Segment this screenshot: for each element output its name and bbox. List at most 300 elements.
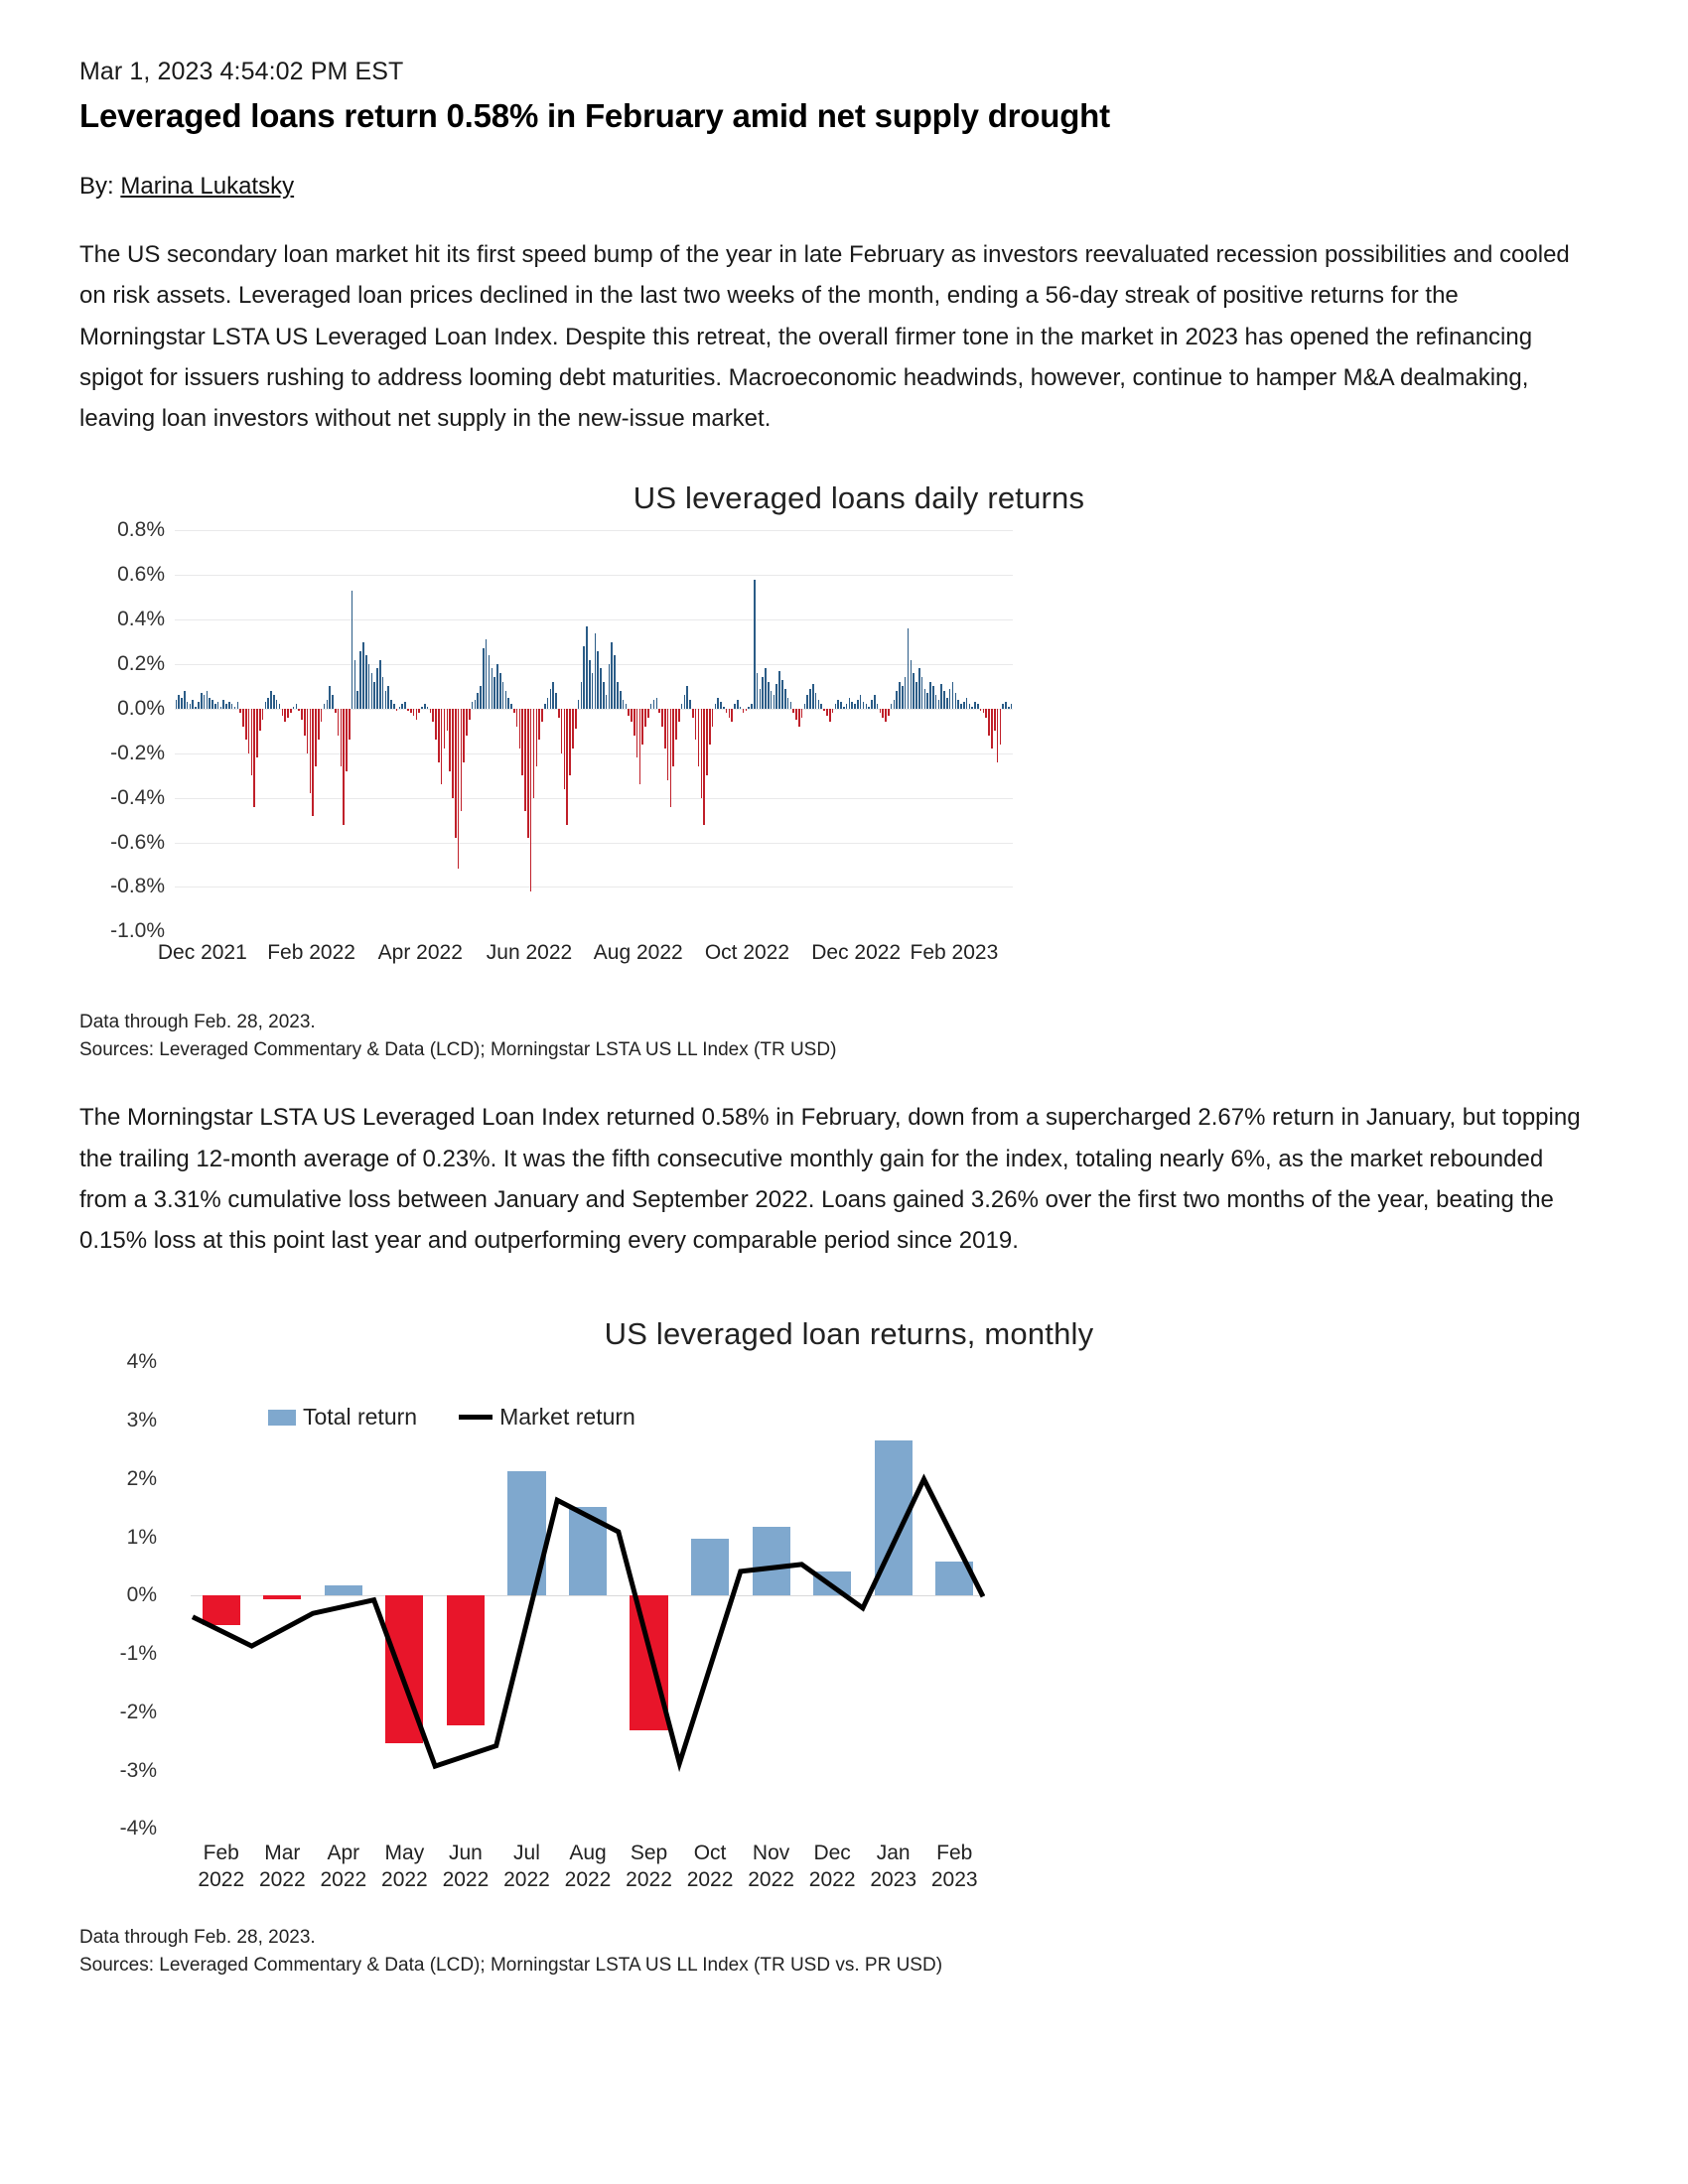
chart1-bar (282, 709, 284, 716)
chart1-bar (237, 702, 239, 709)
chart1-gridline (175, 753, 1013, 754)
chart1-bar (633, 709, 635, 736)
chart2-x-tick-year: 2022 (686, 1868, 734, 1892)
chart2-x-tick (687, 1841, 734, 1894)
chart1-bar (729, 709, 731, 718)
chart1-bar (918, 668, 920, 708)
chart2-x-tick-year: 2022 (503, 1868, 550, 1892)
chart1-source-note (79, 1009, 1609, 1063)
chart2-market-return-line (191, 1362, 985, 1829)
chart2-y-tick: 0% (126, 1583, 157, 1607)
chart1-bar (273, 695, 275, 708)
chart1-y-tick: 0.8% (117, 518, 165, 542)
chart1-bar (555, 693, 557, 709)
chart1-bar (760, 689, 762, 709)
chart1-bar (781, 680, 783, 709)
chart1-bar (399, 707, 401, 709)
chart1-bar (418, 709, 420, 713)
chart2-x-tick-year: 2022 (442, 1868, 490, 1892)
chart1-bar (552, 682, 554, 709)
chart2-x-tick (320, 1841, 366, 1894)
chart1-bar (857, 700, 859, 709)
chart1-bar (653, 700, 655, 709)
chart1-bar (639, 709, 641, 784)
chart1-bar (985, 709, 987, 718)
chart1-bar (290, 709, 292, 713)
chart1-bar (211, 700, 213, 709)
chart1-bar (854, 704, 856, 708)
chart1-bar (267, 698, 269, 709)
chart1-bar (768, 682, 770, 709)
chart1-bar (516, 709, 518, 727)
chart1-bar (784, 689, 786, 709)
chart1-bar (896, 691, 898, 709)
chart1-bar (832, 709, 834, 713)
chart1-bar (929, 682, 931, 709)
chart1-bar (239, 709, 241, 713)
chart1-bar (715, 704, 717, 708)
chart1-bar (564, 709, 566, 789)
chart1-bar (815, 693, 817, 709)
chart2-x-tick-month: Feb (203, 1842, 239, 1865)
chart1-bar (820, 704, 822, 708)
chart1-bar (447, 709, 449, 731)
chart1-bar (209, 698, 211, 709)
chart1-bar (483, 648, 485, 709)
chart2-legend-item (459, 1404, 635, 1431)
chart2-bars (191, 1362, 985, 1829)
chart1-bar (905, 677, 907, 708)
chart1-bar (667, 709, 669, 780)
chart1-bar (354, 660, 356, 709)
chart1-bar (974, 702, 976, 709)
chart1-bar (393, 704, 395, 708)
chart1-bar (368, 664, 370, 709)
chart2-x-tick-month: May (384, 1842, 425, 1865)
chart2-x-tick-month: Nov (752, 1842, 790, 1865)
chart2-y-tick: -3% (119, 1758, 157, 1782)
chart1-bar (315, 709, 317, 766)
chart1-gridline (175, 530, 1013, 531)
chart1-bar (586, 626, 588, 709)
chart1-bar (341, 709, 343, 766)
chart1-bar (589, 660, 591, 709)
chart1-bar (891, 704, 893, 708)
chart1-bar (533, 709, 535, 798)
chart1-bar (874, 695, 876, 708)
chart1-y-tick: -0.8% (110, 875, 165, 898)
chart1-gridline (175, 575, 1013, 576)
chart1-bar (324, 704, 326, 708)
chart2-x-tick (503, 1841, 550, 1894)
chart2-x-tick (198, 1841, 244, 1894)
chart1-bar (804, 704, 806, 708)
chart1-bar (698, 709, 700, 766)
chart1-bar (198, 702, 200, 709)
chart1-bar (435, 709, 437, 740)
chart1-y-tick: -0.2% (110, 741, 165, 764)
chart2-x-tick (259, 1841, 306, 1894)
chart1-bar (695, 709, 697, 740)
chart1-bar (499, 673, 501, 709)
chart1-bar (201, 693, 203, 709)
chart1-bar (737, 700, 739, 709)
chart2-x-tick-year: 2022 (198, 1868, 245, 1892)
chart1-bar (327, 700, 329, 709)
chart1-bar (527, 709, 529, 838)
chart1-bar (493, 677, 495, 708)
chart1-bar (547, 698, 549, 709)
chart1-bar (809, 689, 811, 709)
chart1-bar (489, 655, 491, 709)
chart2-x-tick-month: Feb (936, 1842, 973, 1865)
chart2-x-tick-month: Oct (693, 1842, 727, 1865)
chart1-bar (792, 709, 794, 713)
chart1-data-through: Data through Feb. 28, 2023. (79, 1012, 316, 1033)
chart1-bar (452, 709, 454, 798)
chart2-x-tick (931, 1841, 978, 1894)
chart1-bar (332, 695, 334, 708)
chart1-bar (969, 704, 971, 708)
chart2-y-tick: -2% (119, 1700, 157, 1723)
chart2-x-tick-month: Jun (448, 1842, 483, 1865)
chart1-bar (709, 709, 711, 745)
chart1-bar (242, 709, 244, 727)
chart1-bar (911, 660, 913, 709)
chart2-x-tick (748, 1841, 794, 1894)
chart1-bar (270, 691, 272, 709)
chart1-bar (997, 709, 999, 762)
chart1-bar (938, 700, 940, 709)
chart1-bar (407, 709, 409, 711)
chart1-bar (609, 664, 611, 709)
byline (79, 173, 1609, 201)
chart1-bar (256, 709, 258, 757)
chart1-bar (717, 698, 719, 709)
chart1-bar (228, 702, 230, 709)
chart1-bar (592, 673, 594, 709)
chart1-bar (871, 700, 873, 709)
chart1-bar (176, 700, 178, 709)
chart1-bar (675, 709, 677, 740)
chart1-bar (672, 709, 674, 766)
chart1-bar (387, 686, 389, 708)
article-paragraph-2: The Morningstar LSTA US Leveraged Loan Index returned 0.58% in February, down from a supercharged 2.67% return in January, but topping the trailing 12-month average of 0.23%. It was the fifth consecutive monthly gain for the index, totaling nearly 6%, as the market rebounded from a 3.31% cumulative loss between January and September 2022. Loans gained 3.26% over the first two months of the year, beating the 0.15% loss at this point last year and outperforming every comparable period since 2019. (79, 1104, 1581, 1255)
chart2-x-tick-month: Dec (813, 1842, 851, 1865)
chart1-bar (190, 704, 192, 708)
chart1-bar (765, 668, 767, 708)
chart1-bar (301, 709, 303, 720)
chart1-bar (307, 709, 309, 753)
chart1-bar (195, 707, 197, 709)
chart1-bar (851, 702, 853, 709)
chart2-x-tick-year: 2022 (381, 1868, 428, 1892)
chart1-bar (214, 704, 216, 708)
legend-swatch-square-icon (268, 1410, 296, 1426)
chart1-bar (963, 702, 965, 709)
chart1-y-tick: 0.2% (117, 651, 165, 675)
chart1-bar (980, 709, 982, 711)
chart1-bar (217, 702, 219, 709)
chart1-bar (410, 709, 412, 713)
chart1-bar (413, 709, 415, 716)
chart1-bar (703, 709, 705, 825)
chart1-bar (636, 709, 638, 757)
chart1-bar (614, 655, 616, 709)
chart1-bar (932, 686, 934, 708)
chart1-bar (416, 709, 418, 720)
chart2-title: US leveraged loan returns, monthly (604, 1316, 1094, 1352)
chart1-bar (558, 709, 560, 718)
chart1-bar (298, 709, 300, 711)
chart1-bar (1005, 702, 1007, 709)
chart1-bar (899, 682, 901, 709)
chart1-bar (977, 704, 979, 708)
chart1-bar (550, 689, 552, 709)
chart1-bar (771, 691, 773, 709)
chart2-x-tick-month: Apr (327, 1842, 360, 1865)
chart1-bar (921, 677, 923, 708)
chart2-data-through: Data through Feb. 28, 2023. (79, 1927, 316, 1949)
chart1-bar (349, 709, 351, 740)
chart2-x-tick (381, 1841, 428, 1894)
chart1-bar (204, 695, 206, 708)
chart1-bar (318, 709, 320, 740)
chart1-bar (432, 709, 434, 722)
chart1-x-tick: Dec 2021 (157, 941, 247, 965)
chart1-bar (843, 707, 845, 709)
chart1-bar (373, 682, 375, 709)
chart1-bar (712, 709, 714, 727)
chart1-x-tick: Oct 2022 (704, 941, 790, 965)
chart1-bar (754, 580, 756, 709)
chart1-bar (940, 684, 942, 709)
chart1-bar (631, 709, 633, 722)
chart1-bar (880, 709, 882, 713)
chart1-bar (994, 709, 996, 731)
chart1-bar (868, 707, 870, 709)
chart2-y-tick: 4% (126, 1350, 157, 1374)
chart2-source-note (79, 1924, 1609, 1979)
chart1-bar (746, 709, 748, 711)
chart1-bar (740, 707, 742, 709)
chart1-bar (379, 660, 381, 709)
chart1-bar (774, 695, 775, 708)
chart1-bar (253, 709, 255, 807)
chart1-bar (578, 700, 580, 709)
chart1-bar (983, 709, 985, 713)
chart1-bar (863, 702, 865, 709)
chart1-bar (346, 709, 348, 771)
chart1-bar (915, 682, 917, 709)
chart1-bar (583, 646, 585, 709)
chart1-bar (575, 709, 577, 729)
chart1-bar (684, 695, 686, 708)
chart1-bar (726, 709, 728, 713)
chart1-bar (287, 709, 289, 718)
chart1-gridline (175, 798, 1013, 799)
chart1-bar (823, 709, 825, 711)
chart1-bar (352, 591, 353, 709)
chart1-bar (720, 702, 722, 709)
chart1-bar (566, 709, 568, 825)
chart1-bar (751, 704, 753, 708)
chart1-bar (689, 700, 691, 709)
chart1-bar (424, 704, 426, 708)
chart1-bar (1000, 709, 1002, 745)
chart2-x-tick-month: Aug (569, 1842, 607, 1865)
chart1-bar (641, 709, 643, 745)
chart1-bar (581, 682, 583, 709)
chart1-bar (458, 709, 460, 870)
chart1-bar (343, 709, 345, 825)
chart1-bar (597, 651, 599, 709)
chart1-bar (430, 709, 432, 713)
page-title: Leveraged loans return 0.58% in February amid net supply drought (79, 97, 1110, 134)
chart1-bars (175, 530, 1013, 931)
chart1-bar (908, 628, 910, 709)
legend-swatch-line-icon (459, 1415, 492, 1420)
chart1-bar (541, 709, 543, 722)
chart1-bar (356, 691, 358, 709)
chart1-bar (181, 698, 183, 709)
chart1-bar (296, 704, 298, 708)
chart1-bar (826, 709, 828, 716)
chart2-x-tick-month: Sep (630, 1842, 668, 1865)
chart1-bar (849, 698, 851, 709)
article-timestamp: Mar 1, 2023 4:54:02 PM EST (79, 58, 404, 85)
chart2-x-tick-year: 2022 (748, 1868, 794, 1892)
chart1-bar (390, 700, 392, 709)
chart1-bar (507, 698, 509, 709)
chart1-bar (304, 709, 306, 736)
chart1-x-tick: Aug 2022 (593, 941, 683, 965)
chart1-bar (469, 709, 471, 720)
chart1-bar (991, 709, 993, 749)
chart1-bar (561, 709, 563, 753)
chart1-bar (178, 695, 180, 708)
chart1-bar (475, 700, 477, 709)
chart1-bar (293, 707, 295, 709)
chart1-bar (513, 709, 515, 713)
chart1-bar (778, 671, 780, 709)
chart1-bar (949, 689, 951, 709)
chart1-bar (248, 709, 250, 753)
chart1-bar (957, 700, 959, 709)
chart1-bar (371, 673, 373, 709)
chart1-bar (658, 709, 660, 713)
chart1-bar (259, 709, 261, 731)
chart2-x-tick-month: Jul (513, 1842, 540, 1865)
chart1-bar (617, 682, 619, 709)
chart1-bar (971, 707, 973, 709)
chart1-bar (846, 704, 848, 708)
chart1-title: US leveraged loans daily returns (633, 480, 1085, 516)
chart2-sources: Sources: Leveraged Commentary & Data (LCD); Morningstar LSTA US LL Index (TR USD vs. PR USD) (79, 1955, 943, 1977)
chart1-bar (496, 664, 498, 709)
chart1-bar (382, 677, 384, 708)
chart1-bar (866, 704, 868, 708)
chart1-bar (362, 642, 364, 709)
chart1-bar (706, 709, 708, 775)
chart1-bar (885, 709, 887, 722)
chart1-bar (441, 709, 443, 784)
chart1-bar (404, 702, 406, 709)
chart1-bar (284, 709, 286, 722)
chart1-bar (681, 704, 683, 708)
chart1-bar (798, 709, 800, 727)
chart1-bar (840, 702, 842, 709)
chart1-bar (569, 709, 571, 775)
chart1-bar (530, 709, 532, 891)
chart1-bar (935, 695, 937, 708)
chart1-bar (265, 702, 267, 709)
chart1-bar (338, 709, 340, 736)
chart1-y-tick: 0.4% (117, 608, 165, 631)
chart1-bar (775, 684, 777, 709)
chart2-x-tick-year: 2022 (320, 1868, 367, 1892)
chart1-bar (536, 709, 538, 766)
chart1-bar (502, 682, 504, 709)
chart1-gridline (175, 843, 1013, 844)
chart2-legend-label: Total return (303, 1404, 418, 1431)
chart1-bar (620, 691, 622, 709)
chart1-y-tick: 0.6% (117, 563, 165, 587)
chart1-bar (492, 668, 493, 708)
chart1-x-tick: Feb 2022 (267, 941, 355, 965)
chart1-bar (731, 709, 733, 722)
chart1-bar (860, 695, 862, 708)
chart2-y-tick: 2% (126, 1466, 157, 1490)
chart1-bar (486, 639, 488, 709)
chart1-bar (321, 709, 323, 722)
chart1-bar (396, 709, 398, 711)
author-link[interactable]: Marina Lukatsky (120, 173, 295, 200)
chart1-bar (421, 707, 423, 709)
chart1-bar (521, 709, 523, 775)
chart1-bar (888, 709, 890, 716)
chart1-bar (600, 668, 602, 708)
chart1-bar (829, 709, 831, 722)
chart1-bar (952, 682, 954, 709)
chart1-bar (837, 700, 839, 709)
chart2-y-tick: -4% (119, 1817, 157, 1841)
chart1-bar (359, 651, 361, 709)
chart1-bar (519, 709, 521, 749)
chart1-bar (661, 709, 663, 727)
chart1-x-tick: Apr 2022 (377, 941, 463, 965)
byline-prefix: By: (79, 173, 114, 200)
chart2-plot-area (79, 1350, 1609, 1892)
chart1-bar (544, 704, 546, 708)
chart1-x-tick: Dec 2022 (811, 941, 902, 965)
chart1-bar (748, 707, 750, 709)
chart1-x-tick: Feb 2023 (910, 941, 999, 965)
chart1-bar (647, 709, 649, 718)
chart1-bar (365, 655, 367, 709)
chart1-bar (262, 709, 264, 720)
chart2-x-tick-year: 2022 (626, 1868, 672, 1892)
chart2-y-tick: 1% (126, 1525, 157, 1549)
chart1-bar (234, 707, 236, 709)
chart1-bar (310, 709, 312, 793)
chart1-bar (943, 691, 945, 709)
chart1-bar (207, 691, 209, 709)
chart1-x-tick: Jun 2022 (486, 941, 573, 965)
chart2-x-tick-year: 2022 (258, 1868, 306, 1892)
chart1-bar (231, 704, 233, 708)
chart2-x-tick (443, 1841, 490, 1894)
